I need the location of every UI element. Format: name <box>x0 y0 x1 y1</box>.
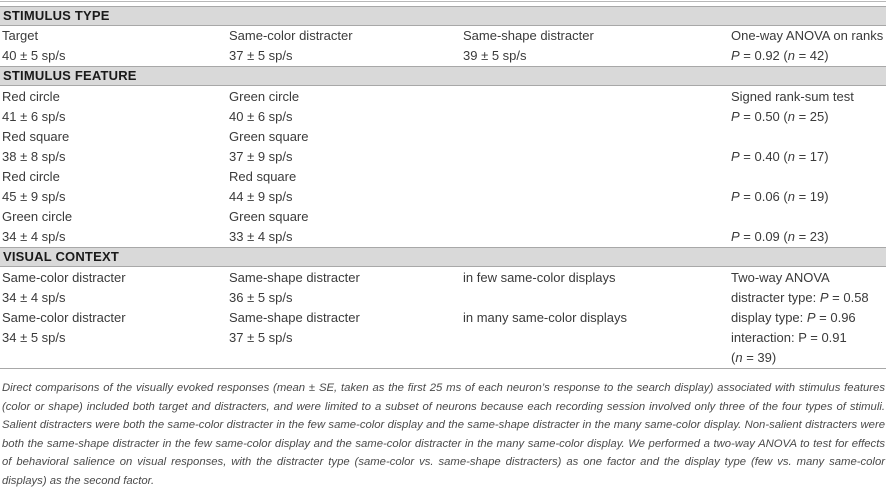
p-symbol: P <box>819 290 829 305</box>
cell-value: 40 ± 5 sp/s <box>2 48 66 63</box>
cell-context: in few same-color displays <box>463 270 616 285</box>
p-value: = 0.50 ( <box>739 109 788 124</box>
cell-label: Same-color distracter <box>2 270 126 285</box>
p-symbol: P <box>731 109 740 124</box>
p-value: = 0.92 ( <box>739 48 788 63</box>
cell-p-value <box>731 227 829 247</box>
table-footnote: Direct comparisons of the visually evoked responses (mean ± SE, taken as the first 25 ms of each neuron’s response to the search display) associated with stimulus features (color or shape) included both target and distracters, and were limited to a subset of neurons because each recording session involved only three of the four types of stimuli. Salient distracters were both the same-color distracter in the few same-color display and the same-shape distracter in the many same-color display. Non-salient distracters were both the same-shape distracter in the few same-color display and the same-color distracter in the many same-color display. We performed a two-way ANOVA to test for effects of behavioral salience on visual responses, with the distracter type (same-color vs. same-shape distracters) as one factor and the display type (few vs. many same-color displays) as the second factor. <box>2 382 885 487</box>
n-value: = 19) <box>794 189 829 204</box>
cell-value: 45 ± 9 sp/s <box>2 189 66 204</box>
cell-value: 41 ± 6 sp/s <box>2 109 66 124</box>
cell-value: 36 ± 5 sp/s <box>229 290 293 305</box>
cell-label: Red circle <box>2 169 60 184</box>
cell-value: 34 ± 4 sp/s <box>2 229 66 244</box>
cell-value: 38 ± 8 sp/s <box>2 149 66 164</box>
n-value: = 25) <box>794 109 829 124</box>
cell-label: Red square <box>229 169 297 184</box>
cell-test-name: One-way ANOVA on ranks <box>731 28 884 43</box>
cell-test-name: Signed rank-sum test <box>731 89 854 104</box>
cell-value: 39 ± 5 sp/s <box>463 48 527 63</box>
n-symbol: n <box>787 189 795 204</box>
p-symbol: P <box>731 149 740 164</box>
n-value: = 42) <box>794 48 829 63</box>
cell-p-value: interaction: P = 0.91 <box>731 330 847 345</box>
cell-label: Same-shape distracter <box>463 28 594 43</box>
n-symbol: n <box>787 149 795 164</box>
cell-p-value <box>731 107 829 127</box>
p-value: = 0.06 ( <box>739 189 788 204</box>
cell-label: Red square <box>2 129 70 144</box>
cell-n-value <box>731 348 776 368</box>
section-header-stimulus-type: STIMULUS TYPE <box>0 6 886 26</box>
cell-context: in many same-color displays <box>463 310 628 325</box>
p-value: = 0.58 <box>828 290 869 305</box>
cell-label: Green square <box>229 129 309 144</box>
cell-label: Same-color distracter <box>2 310 126 325</box>
cell-p-value <box>731 46 829 66</box>
p-symbol: P <box>731 48 740 63</box>
section-header-stimulus-feature: STIMULUS FEATURE <box>0 66 886 86</box>
n-symbol: n <box>787 109 795 124</box>
cell-value: 33 ± 4 sp/s <box>229 229 293 244</box>
cell-label: Same-color distracter <box>229 28 353 43</box>
cell-label: Same-shape distracter <box>229 310 360 325</box>
section-header-visual-context: VISUAL CONTEXT <box>0 247 886 267</box>
cell-label: Target <box>2 28 39 43</box>
paren-open: ( <box>731 350 736 365</box>
cell-label: Green circle <box>2 209 73 224</box>
cell-label: Same-shape distracter <box>229 270 360 285</box>
p-value: = 0.40 ( <box>739 149 788 164</box>
table-bottom-rule <box>0 368 886 369</box>
cell-p-value <box>731 288 869 308</box>
n-value: = 23) <box>794 229 829 244</box>
cell-value: 40 ± 6 sp/s <box>229 109 293 124</box>
n-symbol: n <box>787 48 795 63</box>
cell-value: 37 ± 5 sp/s <box>229 330 293 345</box>
cell-value: 37 ± 9 sp/s <box>229 149 293 164</box>
cell-value: 34 ± 5 sp/s <box>2 330 66 345</box>
cell-value: 44 ± 9 sp/s <box>229 189 293 204</box>
p-symbol: P <box>731 189 740 204</box>
n-value: = 39) <box>742 350 777 365</box>
cell-test-name: Two-way ANOVA <box>731 270 830 285</box>
p-symbol: P <box>731 229 740 244</box>
cell-p-value <box>731 308 856 328</box>
cell-label: Green square <box>229 209 309 224</box>
factor-label: display type: <box>731 310 807 325</box>
p-symbol: P <box>806 310 816 325</box>
p-value: = 0.09 ( <box>739 229 788 244</box>
cell-label: Red circle <box>2 89 60 104</box>
p-value: = 0.96 <box>815 310 856 325</box>
cell-value: 34 ± 4 sp/s <box>2 290 66 305</box>
factor-label: distracter type: <box>731 290 820 305</box>
cell-p-value <box>731 147 829 167</box>
n-value: = 17) <box>794 149 829 164</box>
cell-label: Green circle <box>229 89 300 104</box>
cell-value: 37 ± 5 sp/s <box>229 48 293 63</box>
cell-p-value <box>731 187 829 207</box>
n-symbol: n <box>787 229 795 244</box>
n-symbol: n <box>735 350 743 365</box>
table-top-rule <box>0 1 886 2</box>
